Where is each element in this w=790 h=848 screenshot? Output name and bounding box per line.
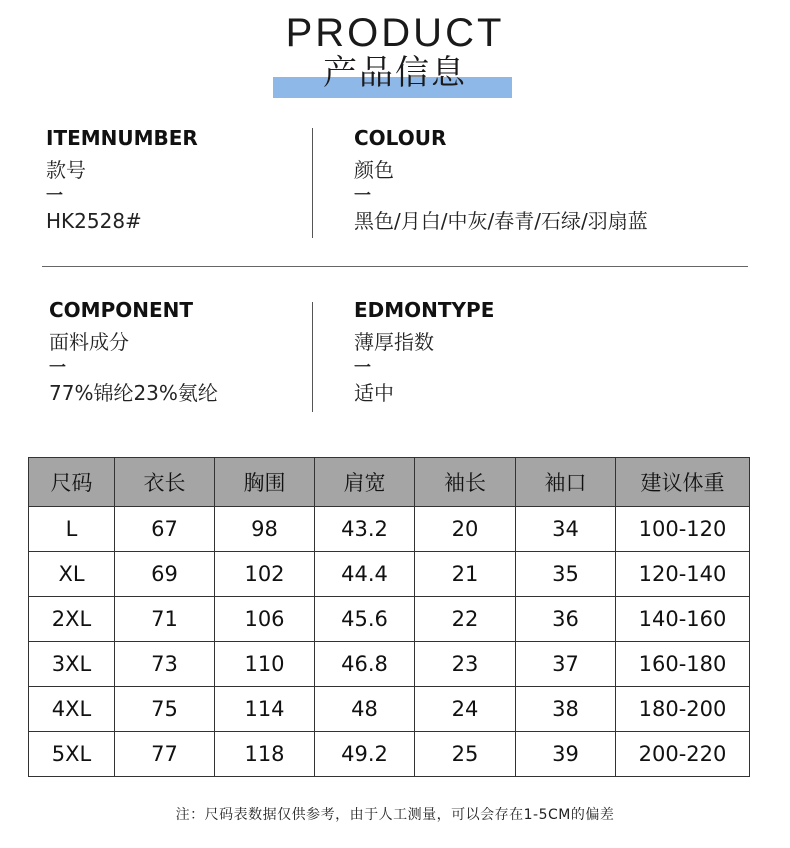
column-header: 衣长	[115, 458, 215, 507]
info-value: 适中	[354, 381, 394, 405]
table-cell: 71	[115, 597, 215, 642]
table-cell: 98	[215, 507, 315, 552]
table-cell: 45.6	[315, 597, 415, 642]
table-cell: 2XL	[29, 597, 115, 642]
table-header-row	[29, 458, 750, 507]
info-item-number	[46, 126, 198, 233]
table-cell: 44.4	[315, 552, 415, 597]
table-cell: 73	[115, 642, 215, 687]
info-edmontype	[354, 298, 494, 405]
table-row	[29, 507, 750, 552]
table-cell: 20	[415, 507, 516, 552]
table-cell: 3XL	[29, 642, 115, 687]
table-cell: 36	[516, 597, 616, 642]
table-cell: 69	[115, 552, 215, 597]
info-dash: 一	[354, 186, 371, 206]
info-label-cn: 薄厚指数	[354, 330, 434, 354]
info-value: 黑色/月白/中灰/春青/石绿/羽扇蓝	[354, 209, 648, 233]
table-cell: 43.2	[315, 507, 415, 552]
table-cell: 34	[516, 507, 616, 552]
size-table	[28, 457, 750, 777]
column-header: 尺码	[29, 458, 115, 507]
info-value: 77%锦纶23%氨纶	[49, 381, 218, 405]
table-cell: 25	[415, 732, 516, 777]
table-cell: 160-180	[616, 642, 750, 687]
table-cell: 110	[215, 642, 315, 687]
table-row	[29, 732, 750, 777]
table-cell: 23	[415, 642, 516, 687]
info-label-cn: 颜色	[354, 158, 394, 182]
table-cell: 75	[115, 687, 215, 732]
table-row	[29, 642, 750, 687]
info-label-en: EDMONTYPE	[354, 298, 495, 322]
table-cell: 77	[115, 732, 215, 777]
info-label-cn: 款号	[46, 158, 86, 182]
table-cell: 120-140	[616, 552, 750, 597]
table-cell: 100-120	[616, 507, 750, 552]
table-cell: 22	[415, 597, 516, 642]
table-cell: 118	[215, 732, 315, 777]
info-colour	[354, 126, 648, 233]
table-cell: 106	[215, 597, 315, 642]
column-header: 袖口	[516, 458, 616, 507]
column-divider	[312, 302, 313, 412]
info-dash: 一	[49, 358, 66, 378]
info-label-en: ITEMNUMBER	[46, 126, 198, 150]
info-label-en: COMPONENT	[49, 298, 194, 322]
table-cell: XL	[29, 552, 115, 597]
table-cell: 38	[516, 687, 616, 732]
column-header: 肩宽	[315, 458, 415, 507]
measurement-note: 注：尺码表数据仅供参考，由于人工测量，可以会存在1-5CM的偏差	[175, 807, 615, 823]
table-cell: 140-160	[616, 597, 750, 642]
table-cell: 180-200	[616, 687, 750, 732]
page-title-en: PRODUCT	[285, 11, 505, 55]
info-component	[49, 298, 218, 405]
table-cell: 200-220	[616, 732, 750, 777]
table-cell: 4XL	[29, 687, 115, 732]
info-dash: 一	[46, 186, 63, 206]
column-header: 胸围	[215, 458, 315, 507]
table-row	[29, 687, 750, 732]
table-cell: 35	[516, 552, 616, 597]
table-cell: 5XL	[29, 732, 115, 777]
table-cell: L	[29, 507, 115, 552]
column-header: 建议体重	[616, 458, 750, 507]
table-cell: 48	[315, 687, 415, 732]
table-cell: 114	[215, 687, 315, 732]
table-cell: 102	[215, 552, 315, 597]
table-row	[29, 552, 750, 597]
table-cell: 49.2	[315, 732, 415, 777]
table-cell: 24	[415, 687, 516, 732]
table-cell: 39	[516, 732, 616, 777]
column-divider	[312, 128, 313, 238]
page-title-cn: 产品信息	[323, 53, 467, 93]
table-cell: 46.8	[315, 642, 415, 687]
info-label-en: COLOUR	[354, 126, 447, 150]
info-label-cn: 面料成分	[49, 330, 129, 354]
section-divider	[42, 266, 748, 267]
table-row	[29, 597, 750, 642]
info-value: HK2528#	[46, 209, 142, 233]
table-cell: 67	[115, 507, 215, 552]
table-cell: 21	[415, 552, 516, 597]
column-header: 袖长	[415, 458, 516, 507]
table-cell: 37	[516, 642, 616, 687]
info-dash: 一	[354, 358, 371, 378]
